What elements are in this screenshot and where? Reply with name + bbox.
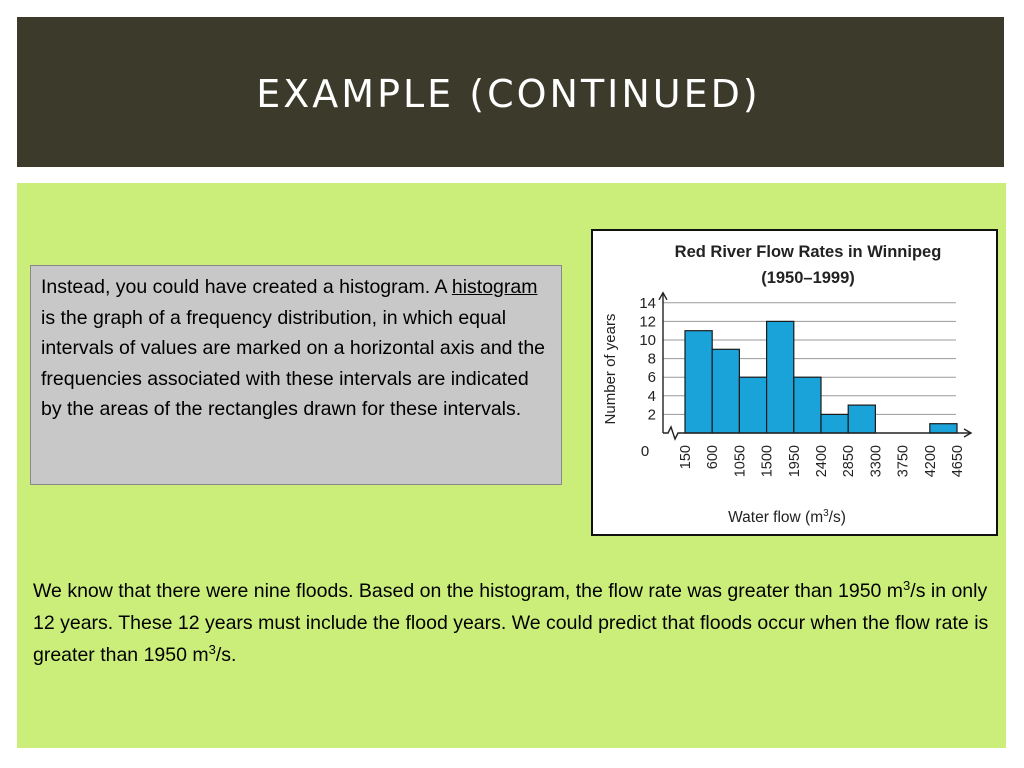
histogram-bar [821,414,848,433]
x-tick-label: 3300 [868,445,885,478]
y-axis-label: Number of years [602,313,619,425]
conclusion-text [33,575,998,671]
histogram-bar [767,321,794,433]
zero-label: 0 [640,443,650,460]
title-bar [17,17,1004,167]
histogram-bar [712,349,739,433]
conclusion-part2: /s in only 12 years. These 12 years must include the flood years. We could predict that floods occur when the flow rate is greater than 1950 m [33,580,989,666]
definition-box [30,265,562,485]
x-tick-label: 1050 [732,445,749,478]
definition-intro: Instead, you could have created a histogram. A [41,276,452,298]
histogram-bar [739,377,766,433]
x-tick-label: 150 [678,445,694,470]
conclusion-part1: We know that there were nine floods. Based on the histogram, the flow rate was greater than 1950 m [33,580,904,602]
histogram-bar [930,424,957,433]
histogram-term: histogram [451,276,538,298]
y-tick-label: 6 [647,369,656,387]
y-tick-label: 14 [639,294,656,312]
chart-title-line1: Red River Flow Rates in Winnipeg [674,243,942,261]
x-tick-label: 1950 [786,445,803,478]
x-tick-label: 600 [705,445,722,470]
histogram-bar [685,331,712,433]
x-axis-label-main: Water flow (m [728,509,824,526]
x-tick-label: 3750 [895,445,912,478]
histogram-svg [593,231,996,534]
definition-rest: is the graph of a frequency distribution, in which equal intervals of values are marked on a horizontal axis and the frequencies associated with these intervals are indicated by the areas of the rectangles drawn for these intervals. [41,306,546,420]
y-tick-label: 10 [639,332,656,349]
conclusion-sup2: 3 [208,642,216,657]
y-tick-label: 2 [647,406,656,424]
x-tick-label: 4650 [950,445,966,478]
x-axis-label-end: /s) [828,509,846,526]
x-axis-label-sup: 3 [823,508,829,519]
histogram-chart [591,229,998,536]
slide-title: EXAMPLE (CONTINUED) [256,72,761,116]
conclusion-part3: /s. [215,644,237,666]
content-area [17,183,1006,748]
x-tick-label: 2400 [814,445,830,478]
y-tick-label: 12 [639,313,656,331]
chart-title-line2: (1950–1999) [761,269,855,287]
x-axis-label [728,508,846,526]
histogram-bar [794,377,821,433]
y-tick-label: 4 [647,387,656,405]
x-tick-label: 4200 [922,445,939,478]
histogram-bar [848,405,875,433]
x-tick-label: 2850 [841,445,858,478]
x-tick-label: 1500 [759,445,776,478]
y-tick-label: 8 [647,350,656,368]
conclusion-sup1: 3 [903,578,911,593]
